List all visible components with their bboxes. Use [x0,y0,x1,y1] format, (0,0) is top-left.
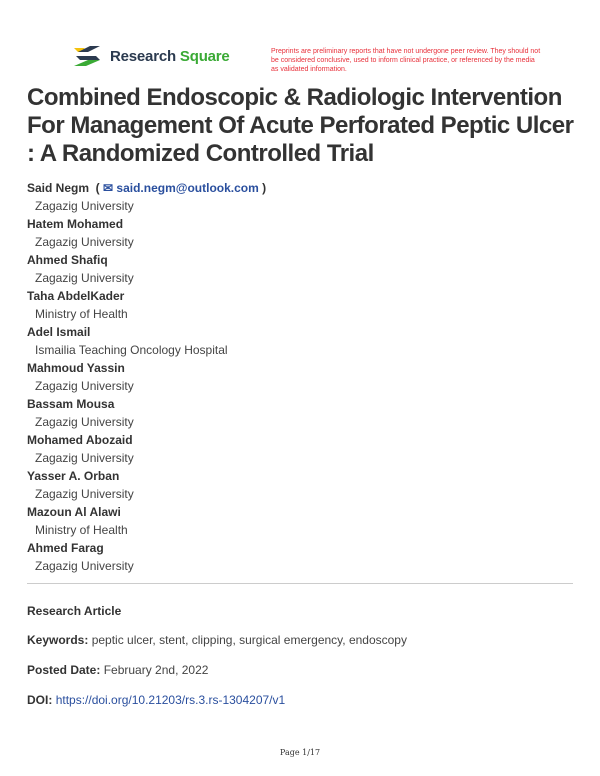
author-affiliation: Zagazig University [35,235,134,249]
author [27,468,266,504]
author-affiliation: Ismailia Teaching Oncology Hospital [35,343,228,357]
author-affiliation: Ministry of Health [35,523,128,537]
author-name: Mazoun Al Alawi [27,505,121,519]
author-affiliation: Zagazig University [35,487,134,501]
research-square-logo[interactable] [74,46,230,66]
author [27,252,266,288]
author-affiliation: Zagazig University [35,559,134,573]
author-name: Mohamed Abozaid [27,433,133,447]
author [27,504,266,540]
posted-date: Posted Date: February 2nd, 2022 [27,663,209,677]
mail-icon: ✉ [103,181,114,195]
author-name: Yasser A. Orban [27,469,120,483]
author-email-link[interactable]: said.negm@outlook.com [116,181,259,195]
author-name: Hatem Mohamed [27,217,124,231]
author [27,396,266,432]
author-name: Ahmed Farag [27,541,104,555]
doi-link[interactable]: https://doi.org/10.21203/rs.3.rs-1304207/v1 [55,693,286,707]
logo-icon [74,46,102,66]
author-list [27,180,266,576]
author-affiliation: Zagazig University [35,451,134,465]
author-name: Adel Ismail [27,325,91,339]
author-affiliation: Ministry of Health [35,307,128,321]
logo-word1: Research [110,47,176,65]
author-name: Said Negm [27,181,90,195]
divider [27,583,573,584]
author [27,360,266,396]
author-name: Mahmoud Yassin [27,361,125,375]
keywords: Keywords: peptic ulcer, stent, clipping, surgical emergency, endoscopy [27,633,407,647]
author [27,432,266,468]
author-name: Ahmed Shafiq [27,253,108,267]
doi: DOI: https://doi.org/10.21203/rs.3.rs-1304207/v1 [27,693,286,707]
author [27,324,266,360]
author-affiliation: Zagazig University [35,271,134,285]
logo-word2: Square [179,47,230,65]
author-affiliation: Zagazig University [35,415,134,429]
author-affiliation: Zagazig University [35,379,134,393]
author: Said Negm ( ✉ said.negm@outlook.com ) Zagazig University [27,181,267,213]
author [27,288,266,324]
author-name: Taha AbdelKader [27,289,125,303]
paper-title: Combined Endoscopic & Radiologic Intervention For Management Of Acute Perforated Peptic Ulcer : A Randomized Controlled Trial [27,84,574,167]
author-affiliation: Zagazig University [35,199,134,213]
author-name: Bassam Mousa [27,397,115,411]
author [27,216,266,252]
preprint-notice: Preprints are preliminary reports that have not undergone peer review. They should not be considered conclusive, used to inform clinical practice, or referenced by the media as validated information. [271,48,541,73]
page-number: Page 1/17 [279,748,321,757]
author [27,540,266,576]
article-type: Research Article [27,604,122,618]
